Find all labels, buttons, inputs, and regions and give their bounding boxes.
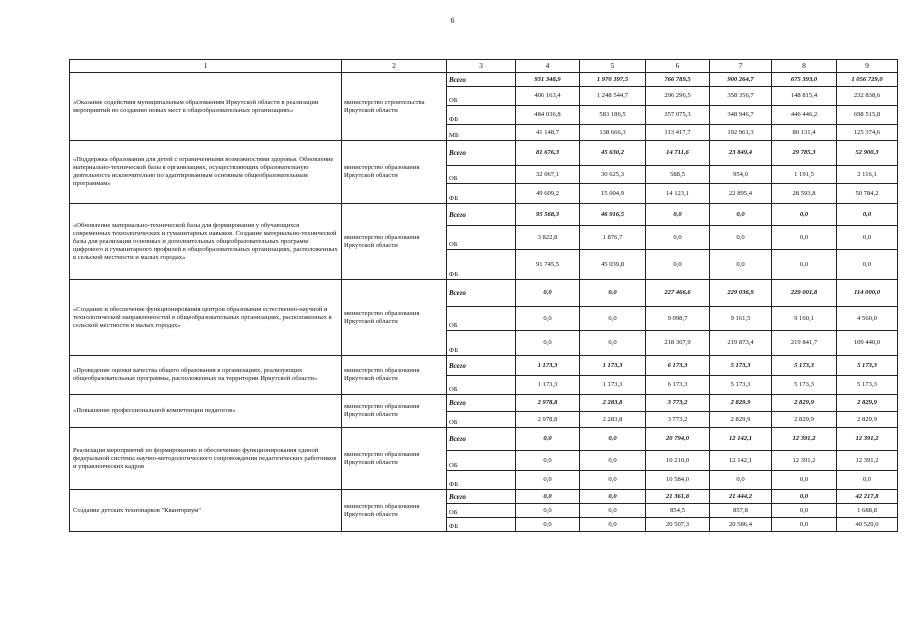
table-row bbox=[70, 428, 898, 451]
amount-cell: 0,0 bbox=[516, 490, 580, 504]
amount-cell: 0,0 bbox=[580, 451, 646, 471]
amount-cell: 0,0 bbox=[772, 504, 837, 518]
amount-cell: 931 348,9 bbox=[516, 73, 580, 87]
amount-cell: 229 036,9 bbox=[710, 280, 772, 307]
amount-cell: 22 895,4 bbox=[710, 184, 772, 204]
amount-cell: 14 711,6 bbox=[646, 141, 710, 166]
table-row bbox=[70, 141, 898, 166]
amount-cell: 219 841,7 bbox=[772, 331, 837, 356]
amount-cell: 0,0 bbox=[516, 504, 580, 518]
funding-source: Всего bbox=[447, 204, 516, 226]
funding-source: Всего bbox=[447, 395, 516, 412]
responsible-ministry: министерство образования Иркутской области bbox=[342, 356, 447, 395]
column-number-cell: 7 bbox=[710, 60, 772, 73]
responsible-ministry: министерство образования Иркутской области bbox=[342, 428, 447, 490]
amount-cell: 5 173,3 bbox=[837, 376, 898, 395]
amount-cell: 6 173,3 bbox=[646, 356, 710, 376]
amount-cell: 50 784,2 bbox=[837, 184, 898, 204]
amount-cell: 0,0 bbox=[646, 204, 710, 226]
table-row bbox=[70, 204, 898, 226]
amount-cell: 2 829,9 bbox=[772, 395, 837, 412]
amount-cell: 5 173,3 bbox=[837, 356, 898, 376]
page-number: 6 bbox=[450, 16, 455, 25]
responsible-ministry: министерство образования Иркутской области bbox=[342, 395, 447, 428]
amount-cell: 854,5 bbox=[646, 504, 710, 518]
amount-cell: 80 131,4 bbox=[772, 125, 837, 141]
amount-cell: 232 838,6 bbox=[837, 87, 898, 106]
amount-cell: 0,0 bbox=[772, 226, 837, 250]
amount-cell: 114 000,0 bbox=[837, 280, 898, 307]
amount-cell: 5 173,3 bbox=[772, 376, 837, 395]
column-number-cell: 2 bbox=[342, 60, 447, 73]
amount-cell: 12 391,2 bbox=[837, 451, 898, 471]
amount-cell: 0,0 bbox=[646, 226, 710, 250]
amount-cell: 0,0 bbox=[772, 204, 837, 226]
amount-cell: 2 978,8 bbox=[516, 395, 580, 412]
amount-cell: 45 630,2 bbox=[580, 141, 646, 166]
amount-cell: 0,0 bbox=[516, 471, 580, 490]
funding-source: ФБ bbox=[447, 518, 516, 532]
amount-cell: 296 296,5 bbox=[646, 87, 710, 106]
activity-description: Создание детских технопарков "Кванториум" bbox=[70, 490, 342, 532]
amount-cell: 3 773,2 bbox=[646, 412, 710, 428]
amount-cell: 15 004,9 bbox=[580, 184, 646, 204]
amount-cell: 91 745,5 bbox=[516, 250, 580, 280]
amount-cell: 138 666,3 bbox=[580, 125, 646, 141]
amount-cell: 1 191,5 bbox=[772, 166, 837, 184]
amount-cell: 0,0 bbox=[516, 280, 580, 307]
amount-cell: 12 391,2 bbox=[772, 451, 837, 471]
amount-cell: 0,0 bbox=[710, 204, 772, 226]
amount-cell: 23 849,4 bbox=[710, 141, 772, 166]
amount-cell: 29 785,3 bbox=[772, 141, 837, 166]
activity-description: «Повышение профессиональной компетенции педагогов» bbox=[70, 395, 342, 428]
amount-cell: 0,0 bbox=[516, 451, 580, 471]
amount-cell: 10 584,0 bbox=[646, 471, 710, 490]
amount-cell: 0,0 bbox=[837, 204, 898, 226]
amount-cell: 954,0 bbox=[710, 166, 772, 184]
funding-source: Всего bbox=[447, 141, 516, 166]
table-row bbox=[70, 73, 898, 87]
amount-cell: 0,0 bbox=[580, 331, 646, 356]
amount-cell: 20 794,0 bbox=[646, 428, 710, 451]
amount-cell: 2 829,9 bbox=[710, 395, 772, 412]
amount-cell: 21 444,2 bbox=[710, 490, 772, 504]
amount-cell: 1 248 544,7 bbox=[580, 87, 646, 106]
amount-cell: 227 466,6 bbox=[646, 280, 710, 307]
column-number-cell: 9 bbox=[837, 60, 898, 73]
amount-cell: 42 217,8 bbox=[837, 490, 898, 504]
funding-source: ФБ bbox=[447, 184, 516, 204]
activity-description: «Создание и обеспечение функционирования центров образования естественно-научной и технологической направленностей в общеобразовательных организациях, расположенных в сельской местности и малых городах» bbox=[70, 280, 342, 356]
funding-source: ОБ bbox=[447, 376, 516, 395]
amount-cell: 30 625,3 bbox=[580, 166, 646, 184]
activity-description: «Поддержка образования для детей с ограниченными возможностями здоровья. Обновление материально-технической базы в организациях, осуществляющих образовательную деятельность исключительно по адаптированным основным общеобразовательным программам» bbox=[70, 141, 342, 204]
amount-cell: 1 056 729,0 bbox=[837, 73, 898, 87]
amount-cell: 28 593,8 bbox=[772, 184, 837, 204]
amount-cell: 95 568,3 bbox=[516, 204, 580, 226]
amount-cell: 2 116,1 bbox=[837, 166, 898, 184]
amount-cell: 4 560,0 bbox=[837, 307, 898, 331]
amount-cell: 40 529,0 bbox=[837, 518, 898, 532]
amount-cell: 125 374,6 bbox=[837, 125, 898, 141]
amount-cell: 484 036,8 bbox=[516, 106, 580, 125]
activity-description: «Проведение оценки качества общего образования в организациях, реализующих общеобразовательные программы, расположенных на территории Иркутской области» bbox=[70, 356, 342, 395]
amount-cell: 148 815,4 bbox=[772, 87, 837, 106]
amount-cell: 81 676,3 bbox=[516, 141, 580, 166]
funding-source: ОБ bbox=[447, 166, 516, 184]
amount-cell: 1 876,7 bbox=[580, 226, 646, 250]
amount-cell: 0,0 bbox=[837, 471, 898, 490]
amount-cell: 14 123,1 bbox=[646, 184, 710, 204]
activity-description: «Оказание содействия муниципальным образованиям Иркутской области в реализации мероприятий по созданию новых мест в общеобразовательных организациях» bbox=[70, 73, 342, 141]
funding-source: МБ bbox=[447, 125, 516, 141]
column-number-cell: 6 bbox=[646, 60, 710, 73]
amount-cell: 2 283,8 bbox=[580, 412, 646, 428]
amount-cell: 446 446,2 bbox=[772, 106, 837, 125]
amount-cell: 20 586,4 bbox=[710, 518, 772, 532]
amount-cell: 45 039,8 bbox=[580, 250, 646, 280]
amount-cell: 857,8 bbox=[710, 504, 772, 518]
funding-source: ОБ bbox=[447, 412, 516, 428]
funding-source: Всего bbox=[447, 428, 516, 451]
amount-cell: 0,0 bbox=[710, 250, 772, 280]
funding-source: ФБ bbox=[447, 106, 516, 125]
amount-cell: 358 356,7 bbox=[710, 87, 772, 106]
amount-cell: 583 186,5 bbox=[580, 106, 646, 125]
amount-cell: 1 173,3 bbox=[516, 356, 580, 376]
amount-cell: 588,5 bbox=[646, 166, 710, 184]
amount-cell: 52 900,3 bbox=[837, 141, 898, 166]
table-row bbox=[70, 395, 898, 412]
funding-source: ФБ bbox=[447, 331, 516, 356]
table-row bbox=[70, 280, 898, 307]
amount-cell: 0,0 bbox=[646, 250, 710, 280]
amount-cell: 9 161,5 bbox=[710, 307, 772, 331]
responsible-ministry: министерство образования Иркутской области bbox=[342, 280, 447, 356]
responsible-ministry: министерство образования Иркутской области bbox=[342, 204, 447, 280]
amount-cell: 5 173,3 bbox=[772, 356, 837, 376]
amount-cell: 2 283,8 bbox=[580, 395, 646, 412]
amount-cell: 113 417,7 bbox=[646, 125, 710, 141]
amount-cell: 12 391,2 bbox=[837, 428, 898, 451]
amount-cell: 2 829,9 bbox=[837, 412, 898, 428]
amount-cell: 21 361,8 bbox=[646, 490, 710, 504]
amount-cell: 1 688,8 bbox=[837, 504, 898, 518]
amount-cell: 9 160,1 bbox=[772, 307, 837, 331]
responsible-ministry: министерство образования Иркутской области bbox=[342, 490, 447, 532]
funding-source: ОБ bbox=[447, 504, 516, 518]
amount-cell: 766 789,5 bbox=[646, 73, 710, 87]
amount-cell: 698 515,8 bbox=[837, 106, 898, 125]
amount-cell: 229 001,8 bbox=[772, 280, 837, 307]
amount-cell: 32 067,1 bbox=[516, 166, 580, 184]
amount-cell: 357 075,3 bbox=[646, 106, 710, 125]
amount-cell: 12 142,1 bbox=[710, 451, 772, 471]
funding-source: Всего bbox=[447, 490, 516, 504]
funding-source: Всего bbox=[447, 356, 516, 376]
responsible-ministry: министерство строительства Иркутской области bbox=[342, 73, 447, 141]
amount-cell: 0,0 bbox=[837, 250, 898, 280]
amount-cell: 0,0 bbox=[710, 471, 772, 490]
amount-cell: 1 173,3 bbox=[580, 356, 646, 376]
amount-cell: 0,0 bbox=[710, 226, 772, 250]
table-row bbox=[70, 356, 898, 376]
amount-cell: 0,0 bbox=[580, 307, 646, 331]
amount-cell: 109 440,0 bbox=[837, 331, 898, 356]
amount-cell: 0,0 bbox=[516, 331, 580, 356]
funding-source: ОБ bbox=[447, 307, 516, 331]
amount-cell: 0,0 bbox=[580, 280, 646, 307]
amount-cell: 219 873,4 bbox=[710, 331, 772, 356]
amount-cell: 0,0 bbox=[580, 428, 646, 451]
table-row bbox=[70, 490, 898, 504]
amount-cell: 0,0 bbox=[516, 518, 580, 532]
column-number-cell: 5 bbox=[580, 60, 646, 73]
responsible-ministry: министерство образования Иркутской области bbox=[342, 141, 447, 204]
column-number-cell: 3 bbox=[447, 60, 516, 73]
amount-cell: 0,0 bbox=[772, 490, 837, 504]
amount-cell: 2 829,9 bbox=[710, 412, 772, 428]
amount-cell: 6 173,3 bbox=[646, 376, 710, 395]
amount-cell: 46 916,5 bbox=[580, 204, 646, 226]
amount-cell: 0,0 bbox=[516, 428, 580, 451]
activity-description: Реализация мероприятий по формированию и обеспечению функционирования единой федеральной системы научно-методологического сопровождения педагогических работников и управленческих кадров bbox=[70, 428, 342, 490]
header-row bbox=[70, 60, 898, 73]
amount-cell: 0,0 bbox=[580, 504, 646, 518]
amount-cell: 900 264,7 bbox=[710, 73, 772, 87]
amount-cell: 2 829,9 bbox=[837, 395, 898, 412]
amount-cell: 0,0 bbox=[837, 226, 898, 250]
funding-source: Всего bbox=[447, 280, 516, 307]
amount-cell: 0,0 bbox=[580, 490, 646, 504]
funding-source: ОБ bbox=[447, 87, 516, 106]
amount-cell: 1 970 397,5 bbox=[580, 73, 646, 87]
amount-cell: 1 173,3 bbox=[580, 376, 646, 395]
amount-cell: 675 393,0 bbox=[772, 73, 837, 87]
amount-cell: 3 773,2 bbox=[646, 395, 710, 412]
amount-cell: 5 173,3 bbox=[710, 356, 772, 376]
amount-cell: 0,0 bbox=[580, 471, 646, 490]
amount-cell: 10 210,0 bbox=[646, 451, 710, 471]
amount-cell: 218 367,9 bbox=[646, 331, 710, 356]
funding-source: ФБ bbox=[447, 250, 516, 280]
funding-source: ОБ bbox=[447, 451, 516, 471]
amount-cell: 12 391,2 bbox=[772, 428, 837, 451]
column-number-cell: 8 bbox=[772, 60, 837, 73]
funding-source: ФБ bbox=[447, 471, 516, 490]
amount-cell: 3 822,8 bbox=[516, 226, 580, 250]
amount-cell: 1 173,3 bbox=[516, 376, 580, 395]
amount-cell: 0,0 bbox=[516, 307, 580, 331]
amount-cell: 0,0 bbox=[772, 250, 837, 280]
column-number-cell: 4 bbox=[516, 60, 580, 73]
amount-cell: 49 609,2 bbox=[516, 184, 580, 204]
activity-description: «Обновление материально-технической базы для формирования у обучающихся современных технологических и гуманитарных навыков. Создание материально-технической базы для реализации основных и дополнительных общеобразовательных программ цифрового и гуманитарного профилей в общеобразовательных организациях, расположенных в сельской местности и малых городах» bbox=[70, 204, 342, 280]
amount-cell: 406 163,4 bbox=[516, 87, 580, 106]
amount-cell: 0,0 bbox=[580, 518, 646, 532]
funding-source: ОБ bbox=[447, 226, 516, 250]
amount-cell: 192 961,3 bbox=[710, 125, 772, 141]
amount-cell: 9 098,7 bbox=[646, 307, 710, 331]
amount-cell: 2 829,9 bbox=[772, 412, 837, 428]
amount-cell: 2 978,8 bbox=[516, 412, 580, 428]
amount-cell: 41 148,7 bbox=[516, 125, 580, 141]
amount-cell: 0,0 bbox=[772, 471, 837, 490]
amount-cell: 5 173,3 bbox=[710, 376, 772, 395]
amount-cell: 348 946,7 bbox=[710, 106, 772, 125]
table-body bbox=[70, 60, 898, 532]
amount-cell: 20 507,3 bbox=[646, 518, 710, 532]
funding-source: Всего bbox=[447, 73, 516, 87]
amount-cell: 12 142,1 bbox=[710, 428, 772, 451]
amount-cell: 0,0 bbox=[772, 518, 837, 532]
column-number-cell: 1 bbox=[70, 60, 342, 73]
budget-table bbox=[69, 59, 898, 532]
